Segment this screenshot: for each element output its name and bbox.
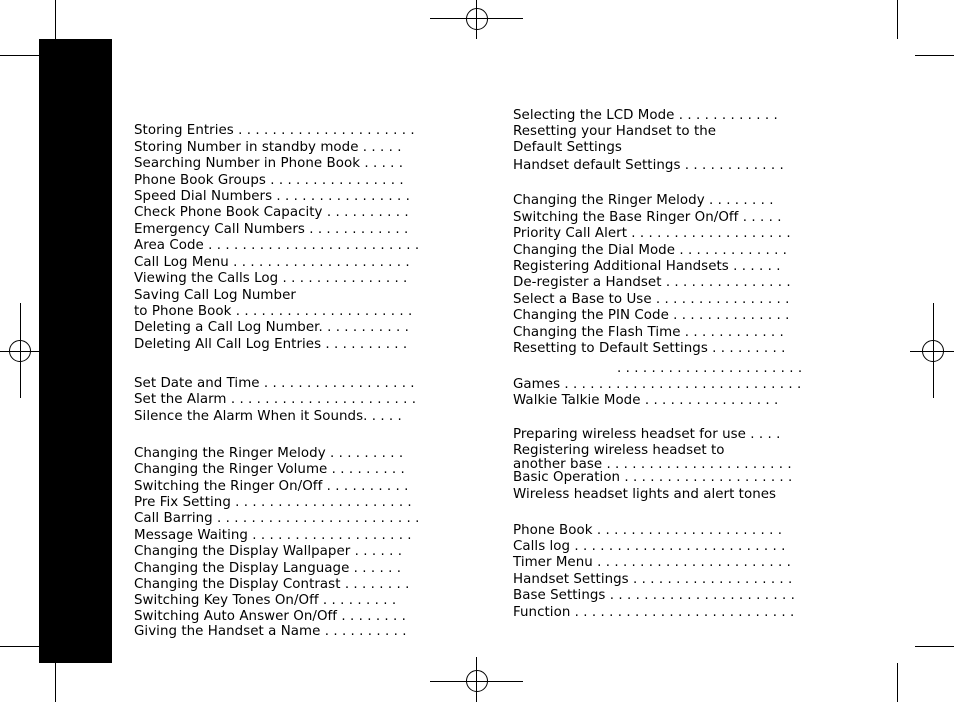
- crop-mark: [915, 646, 954, 647]
- toc-entry: Walkie Talkie Mode . . . . . . . . . . . . . . . .: [513, 393, 779, 408]
- toc-entry: Handset Settings . . . . . . . . . . . . . . . . . . .: [513, 572, 793, 587]
- black-side-tab: [39, 39, 112, 663]
- toc-entry: Priority Call Alert . . . . . . . . . . . . . . . . . . .: [513, 226, 791, 241]
- toc-entry: Deleting All Call Log Entries . . . . . . . . . .: [134, 337, 408, 352]
- toc-entry: Changing the Ringer Volume . . . . . . . . .: [134, 462, 405, 477]
- toc-entry: Changing the Ringer Melody . . . . . . . . .: [134, 446, 404, 461]
- registration-circle: [466, 670, 488, 692]
- toc-entry: Check Phone Book Capacity . . . . . . . . . .: [134, 205, 409, 220]
- toc-entry: Switching Auto Answer On/Off . . . . . . . .: [134, 609, 406, 624]
- toc-entry: Area Code . . . . . . . . . . . . . . . . . . . . . . . . .: [134, 238, 420, 253]
- toc-entry: Resetting your Handset to the: [513, 124, 717, 139]
- toc-entry: another base . . . . . . . . . . . . . . . . . . . . . .: [513, 457, 792, 472]
- toc-entry: Deleting a Call Log Number. . . . . . . . . . .: [134, 320, 409, 335]
- toc-entry: Resetting to Default Settings . . . . . . . . .: [513, 341, 786, 356]
- toc-entry: Storing Number in standby mode . . . . .: [134, 140, 402, 155]
- crop-mark: [55, 663, 56, 702]
- toc-entry: Timer Menu . . . . . . . . . . . . . . . . . . . . . . .: [513, 555, 791, 570]
- toc-entry: Registering Additional Handsets . . . . . .: [513, 259, 781, 274]
- toc-entry: Giving the Handset a Name . . . . . . . . . .: [134, 624, 407, 639]
- toc-entry: De-register a Handset . . . . . . . . . . . . . . .: [513, 275, 791, 290]
- toc-entry: Preparing wireless headset for use . . . .: [513, 427, 781, 442]
- toc-entry: Base Settings . . . . . . . . . . . . . . . . . . . . . .: [513, 588, 795, 603]
- toc-entry: Phone Book Groups . . . . . . . . . . . . . . . .: [134, 173, 404, 188]
- toc-entry: Selecting the LCD Mode . . . . . . . . . . . .: [513, 108, 778, 123]
- registration-circle: [922, 340, 944, 362]
- toc-entry: Saving Call Log Number: [134, 288, 296, 303]
- crop-mark: [0, 55, 39, 56]
- crop-mark: [0, 646, 39, 647]
- toc-entry: Function . . . . . . . . . . . . . . . . . . . . . . . . . .: [513, 605, 795, 620]
- crop-mark: [915, 55, 954, 56]
- toc-entry: Storing Entries . . . . . . . . . . . . . . . . . . . . .: [134, 123, 415, 138]
- toc-entry: Changing the Display Contrast . . . . . . . .: [134, 577, 410, 592]
- toc-entry: Switching the Base Ringer On/Off . . . . .: [513, 210, 782, 225]
- toc-entry: to Phone Book . . . . . . . . . . . . . . . . . . . . .: [134, 304, 413, 319]
- toc-entry: Call Barring . . . . . . . . . . . . . . . . . . . . . . . .: [134, 511, 420, 526]
- toc-entry: Registering wireless headset to: [513, 443, 725, 458]
- toc-entry: Changing the Ringer Melody . . . . . . . .: [513, 193, 774, 208]
- toc-entry: Default Settings: [513, 140, 622, 155]
- toc-entry: Changing the Dial Mode . . . . . . . . . . . . .: [513, 243, 787, 258]
- crop-mark: [897, 663, 898, 702]
- toc-entry: Basic Operation . . . . . . . . . . . . . . . . . . . .: [513, 470, 793, 485]
- toc-entry: Call Log Menu . . . . . . . . . . . . . . . . . . . . .: [134, 255, 410, 270]
- toc-entry: Phone Book . . . . . . . . . . . . . . . . . . . . . .: [513, 523, 783, 538]
- registration-circle: [9, 340, 31, 362]
- toc-entry: Speed Dial Numbers . . . . . . . . . . . . . . . .: [134, 189, 410, 204]
- toc-entry: Set the Alarm . . . . . . . . . . . . . . . . . . . . . .: [134, 392, 417, 407]
- toc-entry: . . . . . . . . . . . . . . . . . . . . . .: [617, 361, 803, 376]
- toc-entry: Games . . . . . . . . . . . . . . . . . . . . . . . . . . . .: [513, 377, 802, 392]
- toc-entry: Changing the Display Language . . . . . .: [134, 561, 402, 576]
- toc-entry: Pre Fix Setting . . . . . . . . . . . . . . . . . . . . .: [134, 495, 412, 510]
- toc-entry: Searching Number in Phone Book . . . . .: [134, 156, 404, 171]
- toc-entry: Wireless headset lights and alert tones: [513, 487, 777, 502]
- crop-mark: [897, 0, 898, 39]
- toc-entry: Message Waiting . . . . . . . . . . . . . . . . . . .: [134, 528, 412, 543]
- toc-entry: Viewing the Calls Log . . . . . . . . . . . . . . .: [134, 271, 408, 286]
- toc-entry: Calls log . . . . . . . . . . . . . . . . . . . . . . . . .: [513, 539, 786, 554]
- toc-entry: Changing the Display Wallpaper . . . . . .: [134, 544, 402, 559]
- toc-entry: Emergency Call Numbers . . . . . . . . . . . .: [134, 222, 409, 237]
- toc-entry: Switching the Ringer On/Off . . . . . . . . . .: [134, 479, 409, 494]
- registration-circle: [466, 8, 488, 30]
- toc-entry: Set Date and Time . . . . . . . . . . . . . . . . . .: [134, 376, 415, 391]
- toc-entry: Handset default Settings . . . . . . . . . . . .: [513, 158, 784, 173]
- toc-entry: Switching Key Tones On/Off . . . . . . . . .: [134, 593, 397, 608]
- toc-entry: Changing the Flash Time . . . . . . . . . . . .: [513, 325, 784, 340]
- toc-entry: Select a Base to Use . . . . . . . . . . . . . . . .: [513, 292, 790, 307]
- toc-entry: Silence the Alarm When it Sounds. . . . .: [134, 409, 402, 424]
- toc-entry: Changing the PIN Code . . . . . . . . . . . . . .: [513, 308, 790, 323]
- crop-mark: [55, 0, 56, 39]
